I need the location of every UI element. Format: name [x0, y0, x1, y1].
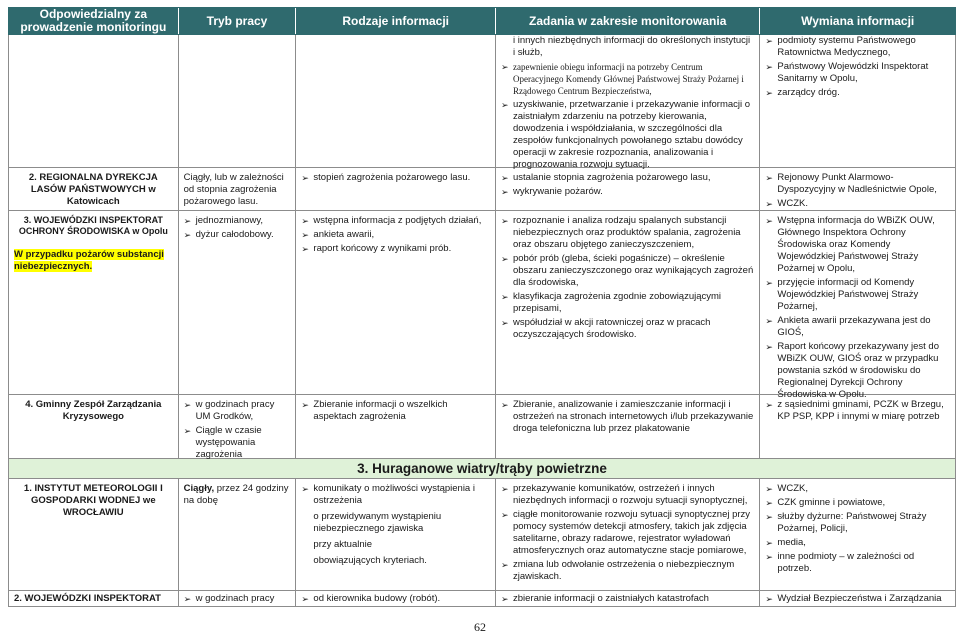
cell-info [296, 168, 496, 210]
cell-mode [179, 395, 297, 458]
cell-tasks [496, 479, 760, 590]
cell-exchange [760, 211, 955, 400]
list-item: ➢ jednozmianowy, [184, 215, 291, 227]
list-item: ➢ od kierownika budowy (robót). [301, 593, 490, 605]
list-item: ➢ zapewnienie obiegu informacji na potrzeby Centrum Operacyjnego Komendy Głównej Państwowej Straży Pożarnej i Rządowego Centrum Bezpieczeństwa, [501, 61, 754, 97]
org-name: 2. WOJEWÓDZKI INSPEKTORAT [9, 591, 179, 606]
monitoring-table [8, 7, 956, 607]
list-item: ➢ WCZK, [765, 483, 950, 495]
cell-info [296, 395, 496, 458]
table-row-rdlp [8, 168, 956, 211]
list-item: ➢ Ankieta awarii przekazywana jest do GIOŚ, [765, 315, 950, 339]
list-item: ➢ ciągłe monitorowanie rozwoju sytuacji synoptycznej przy pomocy systemów detekcji atmosfery, takich jak zdjęcia satelitarne, obrazy radarowe, rejestrator wyładowań atmosferycznych oraz automatyczne stacje pomiarowe, [501, 509, 754, 557]
cell-tasks [496, 211, 760, 394]
header-responsible: Odpowiedzialny za prowadzenie monitoringu [9, 8, 179, 34]
list-item: ➢ zarządcy dróg. [765, 87, 950, 99]
list-item: ➢ wykrywanie pożarów. [501, 186, 754, 198]
info-text: przy aktualnie [313, 539, 373, 550]
tasks-list [501, 99, 754, 171]
list-item: ➢ przekazywanie komunikatów, ostrzeżeń i innych niezbędnych informacji o rozwoju sytuacji synoptycznej, [501, 483, 754, 507]
list-item: ➢ zbieranie informacji o zaistniałych katastrofach [501, 593, 754, 605]
cell-mode [179, 479, 297, 590]
cell-exchange [760, 591, 955, 606]
cell-info [296, 479, 496, 590]
header-info-types: Rodzaje informacji [296, 8, 496, 34]
list-item: ➢ stopień zagrożenia pożarowego lasu. [301, 172, 490, 184]
list-item: ➢ CZK gminne i powiatowe, [765, 497, 950, 509]
cell-info [296, 35, 496, 167]
table-row-wi2 [8, 591, 956, 607]
cell-exchange [760, 479, 955, 590]
cell-tasks [496, 395, 760, 458]
list-item: ➢ podmioty systemu Państwowego Ratownictwa Medycznego, [765, 35, 950, 59]
list-item: ➢ klasyfikacja zagrożenia zgodnie zobowiązującymi przepisami, [501, 291, 754, 315]
cell-info [296, 591, 496, 606]
tasks-continuation-text: i innych niezbędnych informacji do określonych instytucji i służb, [512, 35, 751, 58]
table-header [8, 7, 956, 35]
list-item: ➢ Rejonowy Punkt Alarmowo-Dyspozycyjny w Nadleśnictwie Opole, [765, 172, 950, 196]
list-item: ➢ przyjęcie informacji od Komendy Wojewódzkiej Państwowej Straży Pożarnej, [765, 277, 950, 313]
list-item: ➢ ankieta awarii, [301, 229, 490, 241]
list-item: ➢ inne podmioty – w zależności od potrzeb. [765, 551, 950, 575]
list-item: ➢ Raport końcowy przekazywany jest do WBiZK OUW, GIOŚ oraz w przypadku powstania szkód w środowisku do Regionalnej Dyrekcji Ochrony Środowiska w Opolu. [765, 341, 950, 401]
list-item: ➢ współudział w akcji ratowniczej oraz w pracach oczyszczających środowisko. [501, 317, 754, 341]
table-row-imgw [8, 479, 956, 591]
list-item: ➢ dyżur całodobowy. [184, 229, 291, 241]
list-item: ➢ służby dyżurne: Państwowej Straży Pożarnej, Policji, [765, 511, 950, 535]
work-mode: Ciągły, lub w zależności od stopnia zagrożenia pożarowego lasu. [179, 168, 297, 210]
cell-tasks [496, 35, 760, 170]
list-item: ➢ komunikaty o możliwości wystąpienia i ostrzeżenia [301, 483, 490, 507]
list-item: ➢ Zbieranie, analizowanie i zamieszczanie informacji i ostrzeżeń na stronach internetowych i/lub przekazywanie droga telefoniczna lub przez plakatowanie [501, 399, 754, 435]
list-item: ➢ Wstępna informacja do WBiZK OUW, Głównego Inspektora Ochrony Środowiska oraz Komendy Wojewódzkiej Państwowej Straży Pożarnej w Opolu, [765, 215, 950, 275]
cell-tasks [496, 168, 760, 210]
mode-bold: Ciągły, [183, 483, 215, 494]
header-exchange: Wymiana informacji [801, 13, 915, 28]
list-item: ➢ zmiana lub odwołanie ostrzeżenia o niebezpiecznym zjawiskach. [501, 559, 754, 583]
list-item: ➢ Państwowy Wojewódzki Inspektorat Sanitarny w Opolu, [765, 61, 950, 85]
list-item: ➢ rozpoznanie i analiza rodzaju spalanych substancji niebezpiecznych oraz produktów spalania, zagrożenia oraz obszaru objętego zanieczyszczeniem, [501, 215, 754, 251]
cell-info [296, 211, 496, 394]
list-item: ➢ WCZK. [765, 198, 950, 210]
info-text: obowiązujących kryteriach. [313, 555, 427, 566]
list-item: ➢ z sąsiednimi gminami, PCZK w Brzegu, KP PSP, KPP i innymi w miarę potrzeb [765, 399, 950, 423]
header-tasks: Zadania w zakresie monitorowania [496, 8, 760, 34]
tasks-list [501, 61, 754, 97]
table-row-continuation [8, 35, 956, 168]
list-item: ➢ Wydział Bezpieczeństwa i Zarządzania [765, 593, 950, 605]
cell-org [9, 211, 179, 394]
cell-exchange [760, 395, 955, 458]
exchange-list [765, 35, 950, 99]
header-work-mode: Tryb pracy [179, 8, 297, 34]
cell-org [9, 35, 179, 167]
cell-exchange [760, 168, 955, 210]
list-item: ➢ uzyskiwanie, przetwarzanie i przekazywanie informacji o zaistniałym zdarzeniu na potrzeby kierowania, dowodzenia i współdziałania, w szczególności dla zespołów funkcjonalnych powołanego sztabu dowódcy operacji w zakresie rozpoznania, analizowania i prognozowania rozwoju sytuacji. [501, 99, 754, 171]
mode-rest: przez 24 godziny na dobę [183, 483, 289, 506]
org-name: 3. WOJEWÓDZKI INSPEKTORAT OCHRONY ŚRODOWISKA w Opolu [18, 215, 168, 236]
table-row-wios [8, 211, 956, 400]
table-row-gzzk [8, 395, 956, 459]
list-item: ➢ w godzinach pracy UM Grodków, [184, 399, 291, 423]
list-item: ➢ raport końcowy z wynikami prób. [301, 243, 490, 255]
cell-tasks [496, 591, 760, 606]
list-item: ➢ Ciągle w czasie występowania zagrożenia [184, 425, 291, 461]
org-name: 2. REGIONALNA DYREKCJA LASÓW PAŃSTWOWYCH w Katowicach [9, 168, 179, 210]
org-name: 1. INSTYTUT METEOROLOGII I GOSPODARKI WODNEJ we WROCŁAWIU [9, 479, 179, 590]
list-item: ➢ wstępna informacja z podjętych działań, [301, 215, 490, 227]
list-item: ➢ pobór prób (gleba, ścieki pogaśnicze) – określenie obszaru zanieczyszczonego oraz wynikających zagrożeń dla środowiska, [501, 253, 754, 289]
cell-exchange [760, 35, 955, 167]
highlight-note: W przypadku pożarów substancji niebezpiecznych. [14, 249, 164, 272]
cell-mode [179, 211, 297, 394]
list-item: ➢ media, [765, 537, 950, 549]
cell-mode [179, 35, 297, 167]
list-item: ➢ w godzinach pracy [184, 593, 291, 605]
info-text: o przewidywanym wystąpieniu niebezpiecznego zjawiska [313, 511, 442, 534]
section-title: 3. Huraganowe wiatry/trąby powietrzne [8, 459, 956, 479]
cell-mode [179, 591, 297, 606]
org-name: 4. Gminny Zespół Zarządzania Kryzysowego [9, 395, 179, 458]
list-item: ➢ Zbieranie informacji o wszelkich aspektach zagrożenia [301, 399, 490, 423]
page-number: 62 [474, 620, 486, 634]
list-item: ➢ ustalanie stopnia zagrożenia pożarowego lasu, [501, 172, 754, 184]
